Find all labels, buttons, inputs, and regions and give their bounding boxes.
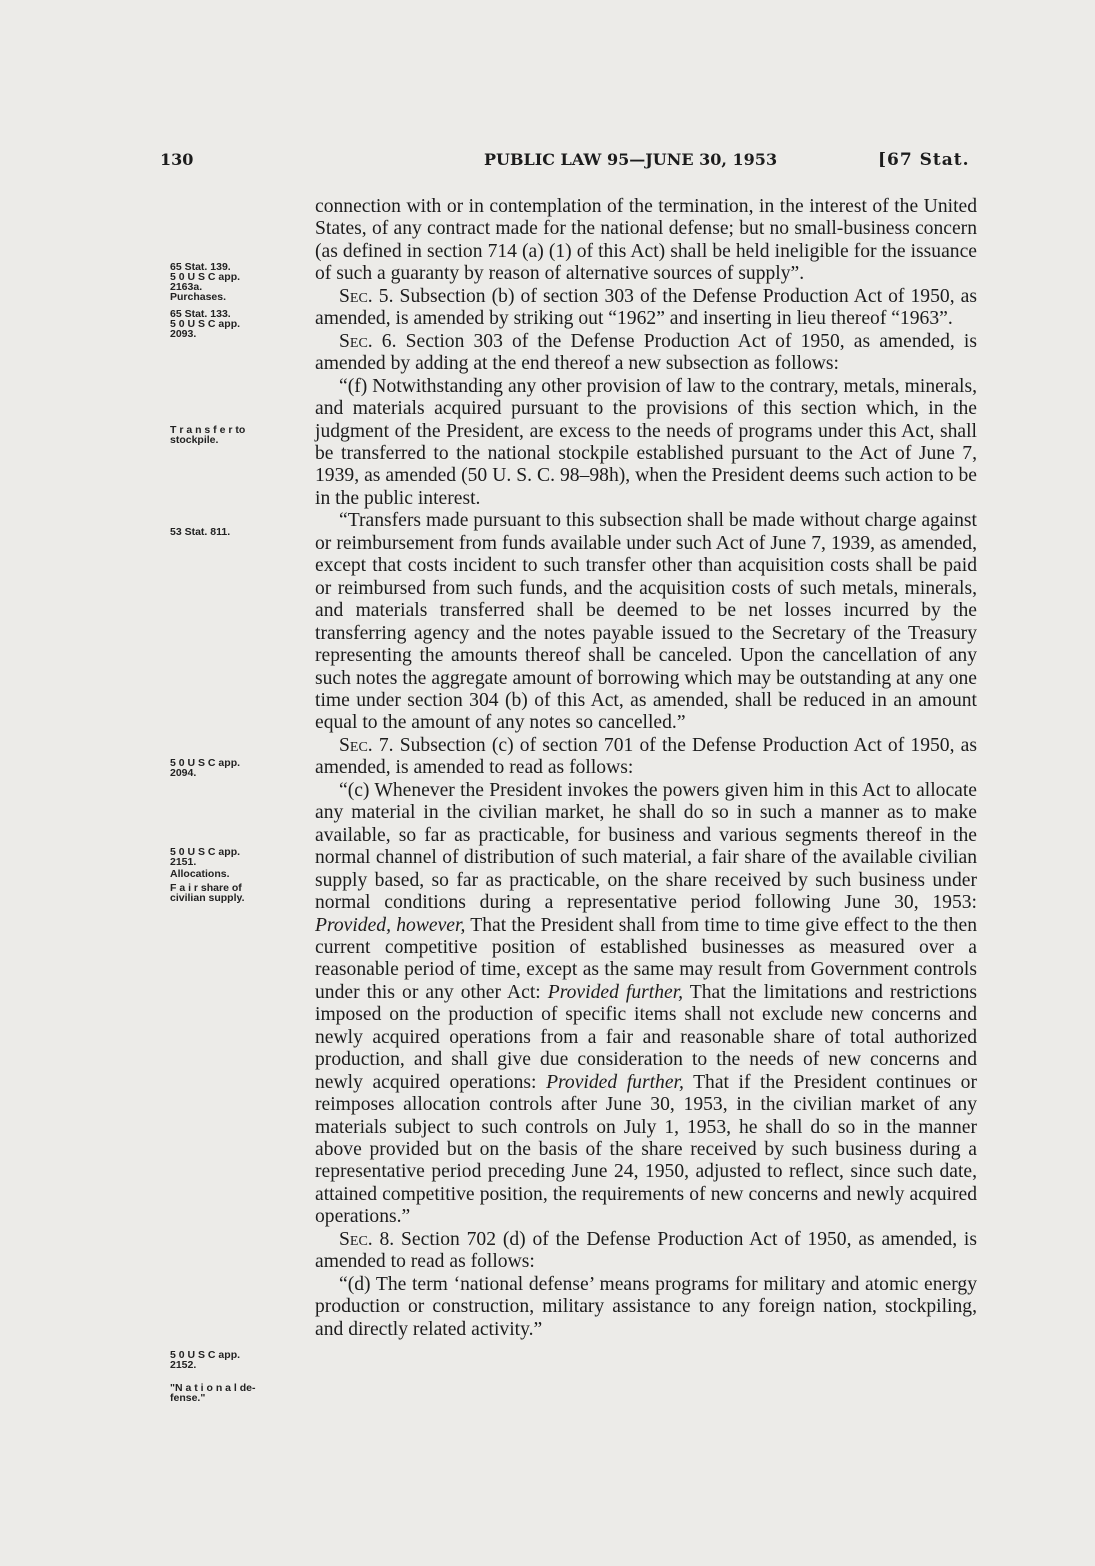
section-text: 8. Section 702 (d) of the Defense Production Act of 1950, as amended, is amended to read as follows:	[315, 1228, 977, 1273]
section-label: Sec.	[339, 734, 373, 756]
margin-note-citation: 53 Stat. 811.	[170, 526, 231, 538]
subsection-c: “(c) Whenever the President invokes the powers given him in this Act to allocate any material in the civilian market, he shall do so in such a manner as to make available, so far as practicable, for business and various segments thereof in the normal channel of distribution of such material, a fair share of the available civilian supply based, so far as practicable, on the share received by such business under normal conditions during a representative period following June 30, 1953: Provided, however, That the President shall from time to time give effect to the then current competitive position of established businesses as measured over a reasonable period of time, except as the same may result from Government controls under this or any other Act: Provided further, That the limitations and restrictions imposed on the production of specific items shall not exclude new concerns and newly acquired operations from a fair and reasonable share of total authorized production, and shall give due consideration to the needs of new concerns and newly acquired operations: Provided further, That if the President continues or reimposes allocation controls after June 30, 1953, in the civilian market of any materials subject to such controls on July 1, 1953, he shall do so in the manner above provided but on the basis of the share received by such business during a representative period preceding June 24, 1950, adjusted to reflect, since such date, attained competitive position, the requirements of new concerns and newly acquired operations.”	[315, 779, 977, 1228]
section-label: Sec.	[339, 330, 373, 352]
margin-note-allocations: Allocations.	[170, 868, 230, 880]
margin-note-citation: 5 0 U S C app. 2152.	[170, 1349, 241, 1371]
proviso: Provided further,	[547, 981, 684, 1003]
running-head-title: PUBLIC LAW 95—JUNE 30, 1953	[484, 150, 778, 169]
margin-note-purchases: Purchases.	[170, 291, 227, 303]
margin-note-citation: 5 0 U S C app. 2151.	[170, 846, 241, 868]
statute-volume-ref: [67 Stat.	[878, 150, 970, 170]
transfers-paragraph: “Transfers made pursuant to this subsection shall be made without charge against or reimbursement from funds available under such Act of June 7, 1939, as amended, except that costs incident to such transfer other than acquisition costs shall be paid or reimbursed from such funds, and the acquisition costs of such metals, minerals, and materials transferred shall be deemed to be net losses incurred by the transferring agency and the notes payable issued to the Secretary of the Treasury representing the amounts thereof shall be canceled. Upon the cancellation of any such notes the aggregate amount of borrowing which may be outstanding at any one time under section 304 (b) of this Act, as amended, shall be reduced in an amount equal to the amount of any notes so cancelled.”	[315, 510, 977, 734]
margin-note-national-defense: "N a t i o n a l de- fense."	[170, 1382, 256, 1404]
section-7	[315, 735, 977, 780]
section-text: 6. Section 303 of the Defense Production Act of 1950, as amended, is amended by adding at the end thereof a new subsection as follows:	[315, 330, 977, 375]
section-label: Sec.	[339, 1228, 373, 1250]
proviso: Provided, however,	[315, 914, 466, 936]
subsection-d: “(d) The term ‘national defense’ means programs for military and atomic energy production or construction, military assistance to any foreign nation, stockpiling, and directly related activity.”	[315, 1273, 977, 1340]
margin-note-citation: 65 Stat. 139. 5 0 U S C app. 2163a.	[170, 261, 241, 293]
statute-text	[315, 196, 977, 1341]
subsection-f: “(f) Notwithstanding any other provision of law to the contrary, metals, minerals, and materials acquired pursuant to the provisions of this section which, in the judgment of the President, are excess to the needs of programs under this Act, shall be transferred to the national stockpile established pursuant to the Act of June 7, 1939, as amended (50 U. S. C. 98–98h), when the President deems such action to be in the public interest.	[315, 375, 977, 509]
page-number: 130	[160, 150, 194, 169]
margin-note-citation: 65 Stat. 133. 5 0 U S C app. 2093.	[170, 308, 241, 340]
section-5	[315, 286, 977, 331]
section-6	[315, 331, 977, 376]
section-text: 5. Subsection (b) of section 303 of the Defense Production Act of 1950, as amended, is amended by striking out “1962” and inserting in lieu thereof “1963”.	[315, 285, 977, 330]
section-label: Sec.	[339, 285, 373, 307]
margin-note-fair-share: F a i r share of civilian supply.	[170, 882, 245, 904]
continued-paragraph: connection with or in contemplation of the termination, in the interest of the United States, of any contract made for the national defense; but no small-business concern (as defined in section 714 (a) (1) of this Act) shall be held ineligible for the issuance of such a guaranty by reason of alternative sources of supply”.	[315, 196, 977, 285]
margin-note-transfer-to-stockpile: T r a n s f e r to stockpile.	[170, 424, 246, 446]
margin-note-citation: 5 0 U S C app. 2094.	[170, 757, 241, 779]
proviso: Provided further,	[546, 1071, 684, 1093]
section-text: 7. Subsection (c) of section 701 of the Defense Production Act of 1950, as amended, is amended to read as follows:	[315, 734, 977, 779]
section-8	[315, 1229, 977, 1274]
